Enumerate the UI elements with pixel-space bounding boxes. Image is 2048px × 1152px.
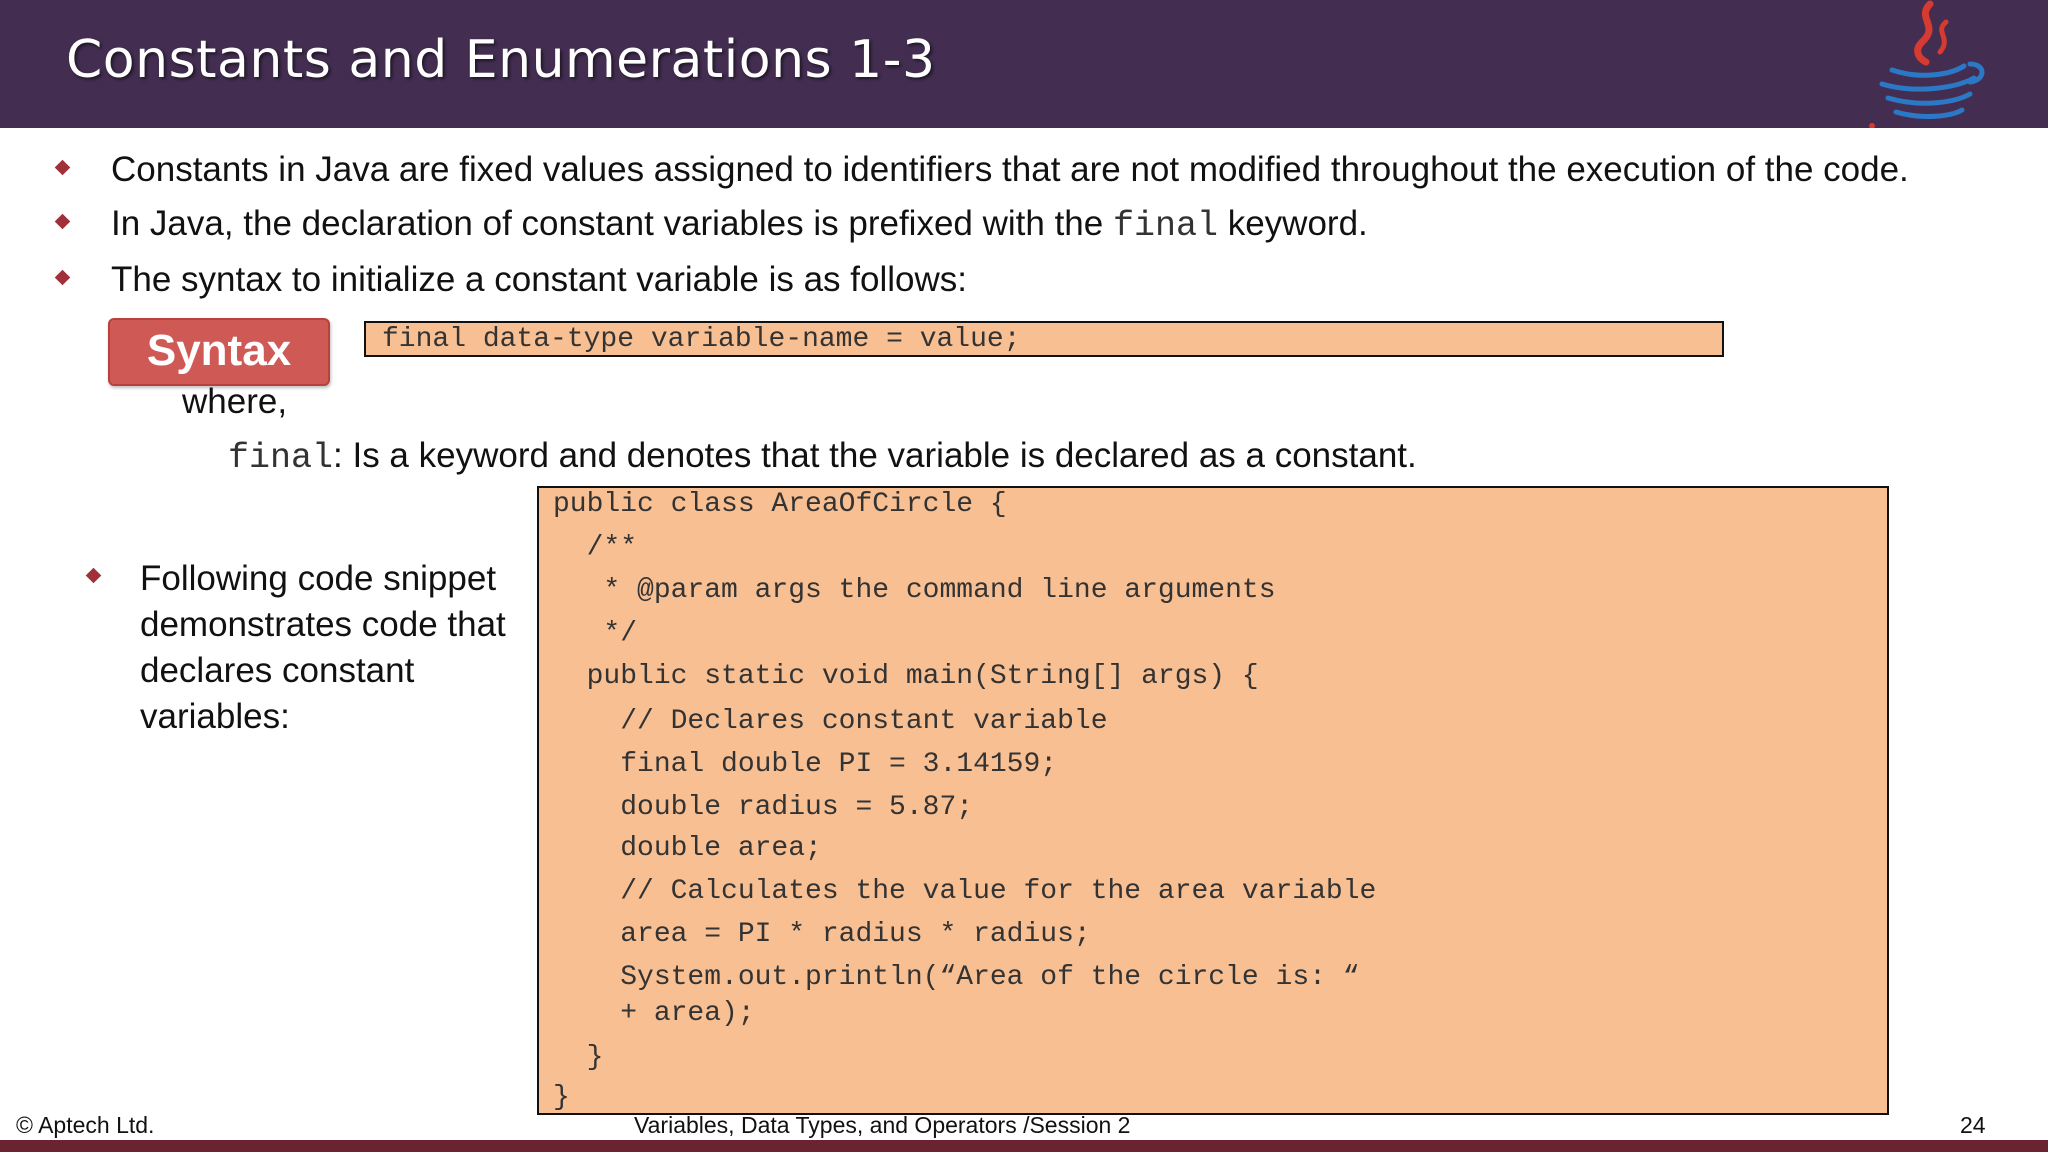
code-line: double area; [553,833,822,864]
final-keyword-code: final [1112,206,1218,246]
code-line: double radius = 5.87; [553,792,974,823]
bullet-text-pre: In Java, the declaration of constant variables is prefixed with the [111,204,1113,243]
final-description [228,436,1417,478]
bullet-constants-definition: Constants in Java are fixed values assigned to identifiers that are not modified throughout the execution of the code. [111,150,1909,189]
bullet-diamond-icon [55,160,71,176]
slide-title: Constants and Enumerations 1-3 [66,30,936,90]
snippet-intro: Following code snippet demonstrates code that declares constant variables: [140,559,506,736]
bullet-diamond-icon [55,214,71,230]
bullet-final-keyword [111,204,1368,246]
footer-copyright: © Aptech Ltd. [16,1112,155,1138]
code-line: // Calculates the value for the area variable [553,876,1377,907]
footer-session: Variables, Data Types, and Operators /Session 2 [634,1112,1131,1138]
bullet-syntax-intro: The syntax to initialize a constant variable is as follows: [111,260,967,299]
code-line: public static void main(String[] args) { [553,661,1259,692]
java-coffee-cup-icon [1852,0,1992,128]
code-line: System.out.println(“Area of the circle is: “ [553,962,1360,993]
bullet-diamond-icon [55,270,71,286]
code-line: final double PI = 3.14159; [553,749,1058,780]
page-number: 24 [1960,1112,1986,1138]
bottom-bar [0,1140,2048,1152]
syntax-code-box [364,321,1724,357]
bullet-diamond-icon [86,568,102,584]
code-line: * @param args the command line arguments [553,575,1276,606]
bullet-text-post: keyword. [1217,204,1368,243]
final-keyword: final [228,438,334,478]
where-label: where, [182,382,288,421]
code-line: public class AreaOfCircle { [553,489,1007,520]
code-line: + area); [553,998,755,1029]
syntax-badge: Syntax [108,318,330,386]
slide-header [0,0,2048,128]
code-line: // Declares constant variable [553,706,1108,737]
code-line: } [553,1082,570,1113]
code-line: /** [553,532,638,563]
code-line: area = PI * radius * radius; [553,919,1091,950]
code-snippet-box [537,486,1889,1115]
code-line: */ [553,618,638,649]
code-line: } [553,1042,604,1073]
final-description-text: : Is a keyword and denotes that the variable is declared as a constant. [333,436,1417,475]
syntax-code: final data-type variable-name = value; [382,324,1021,355]
